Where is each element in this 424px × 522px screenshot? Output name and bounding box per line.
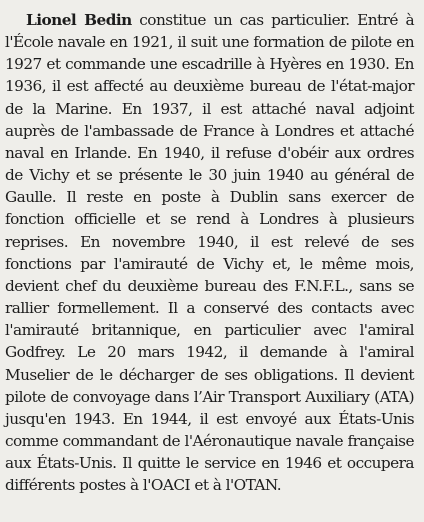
subject-name: Lionel Bedin	[26, 11, 132, 29]
biography-paragraph	[5, 9, 414, 496]
biography-text: constitue un cas particulier. Entré à l'École navale en 1921, il suit une formation de pilote en 1927 et commande une escadrille à Hyères en 1930. En 1936, il est affecté au deuxième bureau de l'état-major de la Marine. En 1937, il est attaché naval adjoint auprès de l'ambassade de France à Londres et attaché naval en Irlande. En 1940, il refuse d'obéir aux ordres de Vichy et se présente le 30 juin 1940 au général de Gaulle. Il reste en poste à Dublin sans exercer de fonction officielle et se rend à Londres à plusieurs reprises. En novembre 1940, il est relevé de ses fonctions par l'amirauté de Vichy et, le même mois, devient chef du deuxième bureau des F.N.F.L., sans se rallier formellement. Il a conservé des contacts avec l'amirauté britannique, en particulier avec l'amiral Godfrey. Le 20 mars 1942, il demande à l'amiral Muselier de le décharger de ses obligations. Il devient pilote de convoyage dans l’Air Transport Auxiliary (ATA) jusqu'en 1943. En 1944, il est envoyé aux États-Unis comme commandant de l'Aéronautique navale française aux États-Unis. Il quitte le service en 1946 et occupera différents postes à l'OACI et à l'OTAN.	[5, 11, 415, 495]
